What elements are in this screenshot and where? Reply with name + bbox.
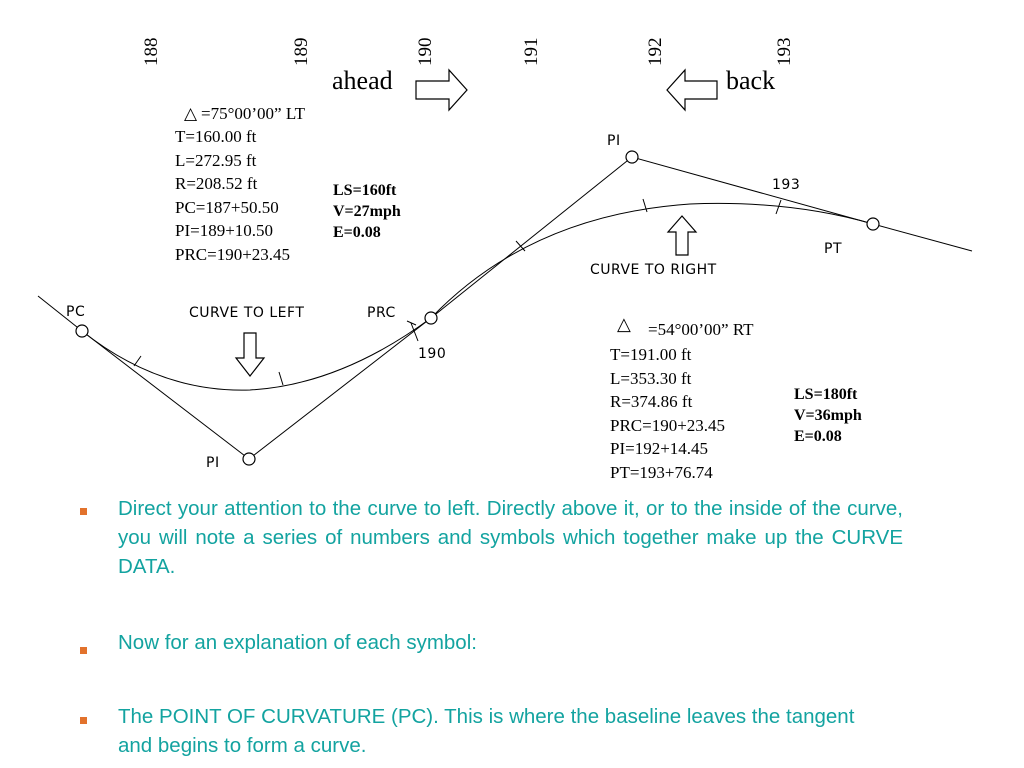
left-spiral-data <box>333 180 401 243</box>
superelevation: E=0.08 <box>333 224 381 241</box>
pc-station: PC=187+50.50 <box>175 197 279 217</box>
station-191: 191 <box>521 37 542 66</box>
prc-station: PRC=190+23.45 <box>610 415 726 435</box>
ahead-label: ahead <box>332 66 393 95</box>
station-188: 188 <box>141 37 162 66</box>
design-speed: V=36mph <box>794 407 862 424</box>
station-193: 193 <box>774 37 795 66</box>
pi-station: PI=189+10.50 <box>175 221 274 240</box>
station-190: 190 <box>415 37 436 66</box>
station-192: 192 <box>645 37 666 66</box>
spiral-length: LS=160ft <box>333 182 397 199</box>
pc-point <box>76 325 88 337</box>
pt-point <box>867 218 879 230</box>
curve-to-right <box>431 203 873 318</box>
pi-right-point <box>626 151 638 163</box>
pt-label: PT <box>824 241 842 257</box>
curve-length: L=353.30 ft <box>610 368 692 388</box>
back-arrow-icon <box>667 70 717 110</box>
ahead-arrow-icon <box>416 70 467 110</box>
delta-left-value: =75°00’00” LT <box>201 104 306 123</box>
spiral-length: LS=180ft <box>794 386 858 403</box>
tangent-pc-to-pi <box>82 331 249 459</box>
prc-station: PRC=190+23.45 <box>175 244 291 264</box>
pc-label: PC <box>66 304 86 320</box>
explanation-bullets <box>0 490 1024 768</box>
delta-icon: △ <box>184 104 198 123</box>
tangent-length: T=191.00 ft <box>610 345 692 364</box>
tick-mark <box>134 356 141 366</box>
curve-to-right-label: CURVE TO RIGHT <box>590 262 717 278</box>
tick-mark <box>776 200 781 214</box>
bullet-marker <box>80 647 87 654</box>
pi-right-label: PI <box>607 133 621 149</box>
pi-station: PI=192+14.45 <box>610 439 709 458</box>
curve-to-left-label: CURVE TO LEFT <box>189 305 305 321</box>
tangent-pi-to-prc <box>249 318 431 459</box>
station-193-label: 193 <box>772 177 801 193</box>
radius: R=374.86 ft <box>610 392 693 411</box>
prc-point <box>425 312 437 324</box>
right-spiral-data <box>794 384 862 447</box>
tangent-pi-to-pt <box>632 157 873 224</box>
pi-left-point <box>243 453 255 465</box>
right-curve-data <box>610 343 725 484</box>
tick-mark <box>643 199 647 212</box>
design-speed: V=27mph <box>333 203 401 220</box>
radius: R=208.52 ft <box>175 174 258 193</box>
down-arrow-icon <box>236 333 264 376</box>
bullet-marker <box>80 508 87 515</box>
bullet-marker <box>80 717 87 724</box>
curve-length: L=272.95 ft <box>175 150 257 170</box>
tick-mark <box>279 372 283 385</box>
ahead-tangent-right <box>873 224 972 251</box>
delta-icon: △ <box>617 314 631 334</box>
tangent-length: T=160.00 ft <box>175 127 257 146</box>
pt-station: PT=193+76.74 <box>610 462 713 482</box>
bullet-curve-data: Direct your attention to the curve to left. Directly above it, or to the inside of the curve, you will note a series of numbers and symbols which together make up the CURVE DATA. <box>118 497 903 578</box>
bullet-point-of-curvature: The POINT OF CURVATURE (PC). This is where the baseline leaves the tangent and begins to form a curve. <box>118 705 855 757</box>
superelevation: E=0.08 <box>794 428 842 445</box>
station-190-label: 190 <box>418 346 447 362</box>
pi-left-label: PI <box>206 455 220 471</box>
back-label: back <box>726 66 776 95</box>
up-arrow-icon <box>668 216 696 255</box>
tick-mark <box>411 323 418 341</box>
bullet-symbol-intro: Now for an explanation of each symbol: <box>118 631 477 654</box>
tangent-prc-to-pi <box>431 157 632 318</box>
delta-right-value: =54°00’00” RT <box>648 320 754 339</box>
left-curve-data <box>175 125 290 266</box>
station-189: 189 <box>291 37 312 66</box>
prc-label: PRC <box>367 305 396 321</box>
